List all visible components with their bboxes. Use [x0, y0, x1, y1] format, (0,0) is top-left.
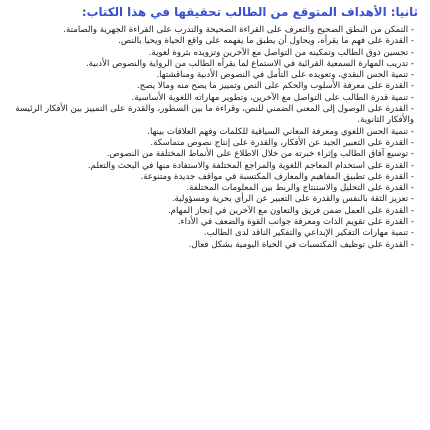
objective-item: - القدرة على تطبيق المفاهيم والمعارف المكتسبة في مواقف جديدة ومتنوعة. [140, 171, 414, 182]
objective-item: - القدرة على معرفة الأسلوب والحكم على النص وتمييز ما يصح منه ومالا يصح. [136, 81, 414, 92]
objective-item: - القدرة على تقويم الذات ومعرفة جوانب القوة والضعف في الأداء. [177, 217, 414, 228]
objectives-list [8, 25, 422, 251]
section-heading: ثانيا: الأهداف المتوقع من الطالب تحقيقها في هذا الكتاب: [81, 5, 418, 19]
objective-item: - تنمية الحس اللغوي ومعرفة المعاني السياقية للكلمات وفهم العلاقات بينها. [147, 126, 414, 137]
objective-item: - القدرة على فهم ما يقرأه، ويحاول أن يطبق ما يفهمه على واقع الحياة ويحيا بالنص. [118, 36, 414, 47]
objective-item: - القدرة على استخدام المعاجم اللغوية والمراجع المختلفة والاستفادة منها في البحث والتعلم. [87, 160, 414, 171]
objective-item: - توسيع آفاق الطالب وإثراء خبرته من خلال الاطلاع على الأنماط المختلفة من النصوص. [106, 149, 414, 160]
objective-item: - القدرة على العمل ضمن فريق والتعاون مع الآخرين في إنجاز المهام. [167, 205, 414, 216]
objective-item: - تنمية مهارات التفكير الإبداعي والتفكير الناقد لدى الطالب. [203, 228, 414, 239]
objective-item: - القدرة على التحليل والاستنتاج والربط بين المعلومات المختلفة. [186, 183, 414, 194]
objective-item: - القدرة على الوصول إلى المعنى الضمني للنص، وقراءة ما بين السطور، والقدرة على التمييز بين الأفكار الرئيسة والأفكار الثانوية. [15, 104, 414, 126]
objective-item: - تعزيز الثقة بالنفس والقدرة على التعبير عن الرأي بحرية ومسؤولية. [171, 194, 414, 205]
objective-item: - تحسين ذوق الطالب وتمكينه من التواصل مع الآخرين وتزويده بثروة لغوية. [148, 47, 414, 58]
objective-item: - تنمية قدرة الطالب على التواصل مع الآخرين، وتطوير مهاراته اللغوية الأساسية. [131, 92, 414, 103]
objective-item: - القدرة على التعبير الجيد عن الأفكار، والقدرة على إنتاج نصوص متماسكة. [150, 137, 414, 148]
objective-item: - تدريب المهارة السمعية القرائية في الاستماع لما يقرأه الطالب من الرواية والنصوص الأدبية. [85, 58, 414, 69]
objective-item: - التمكن من النطق الصحيح والتعرف على القراءة الصحيحة والتدرب على القراءة الجهرية والصامتة. [63, 25, 414, 35]
objective-item: - القدرة على توظيف المكتسبات في الحياة اليومية بشكل فعال. [188, 239, 414, 250]
objective-item: - تنمية الحس النقدي، وتعويده على التأمل في النصوص الأدبية ومناقشتها. [156, 70, 414, 81]
